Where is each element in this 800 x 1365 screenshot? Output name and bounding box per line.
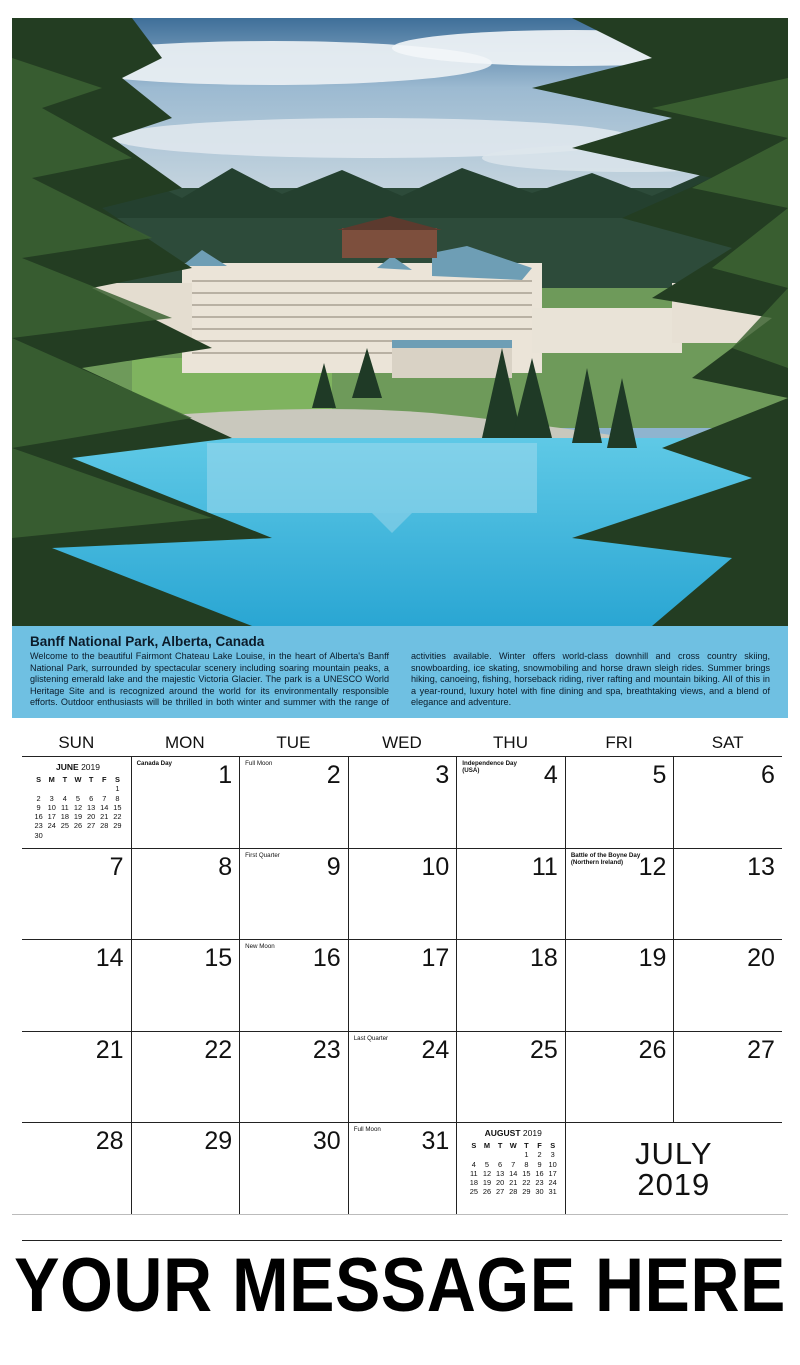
mini-day: 21 <box>509 1178 518 1188</box>
mini-day: 11 <box>61 802 69 812</box>
month-label <box>566 1123 782 1215</box>
day-cell <box>22 1031 131 1123</box>
mini-day: 18 <box>60 812 69 822</box>
day-number: 6 <box>761 761 775 789</box>
day-event: Full Moon <box>245 760 273 767</box>
lake-louise-photo <box>12 18 788 626</box>
day-cell <box>22 1122 131 1214</box>
day-cell <box>565 848 674 940</box>
mini-day: 14 <box>100 802 109 812</box>
mini-day: 2 <box>36 793 41 803</box>
mini-day: 31 <box>548 1187 557 1197</box>
day-cell <box>673 848 782 940</box>
week-row <box>22 939 782 1031</box>
day-number: 18 <box>530 944 558 972</box>
mini-day: 23 <box>34 821 43 831</box>
day-cell <box>131 1031 240 1123</box>
mini-day: 5 <box>484 1159 490 1169</box>
mini-day: 17 <box>47 812 56 822</box>
day-cell <box>565 1031 674 1123</box>
mini-calendar-cell <box>456 1122 565 1214</box>
day-number: 11 <box>531 852 558 881</box>
day-number: 8 <box>218 852 233 881</box>
mini-day: 9 <box>537 1159 542 1169</box>
day-cell <box>22 939 131 1031</box>
day-number: 3 <box>435 761 450 789</box>
mini-day: 25 <box>60 821 69 831</box>
day-grid <box>22 756 782 1214</box>
day-number: 10 <box>421 852 450 881</box>
day-cell <box>131 756 240 848</box>
mini-day: 16 <box>34 812 43 822</box>
mini-weekday-header: S <box>471 1141 477 1150</box>
mini-day <box>98 784 111 793</box>
mini-day <box>45 784 58 793</box>
day-number: 27 <box>747 1035 775 1064</box>
mini-day: 4 <box>471 1159 476 1169</box>
divider-line <box>12 1214 788 1215</box>
month-year: 2019 <box>637 1167 711 1202</box>
day-number: 12 <box>638 852 667 881</box>
weekday-fri: FRI <box>605 733 633 752</box>
mini-day: 18 <box>469 1178 478 1188</box>
mini-day: 29 <box>522 1187 531 1197</box>
mini-day: 10 <box>47 802 56 812</box>
day-event: New Moon <box>245 943 275 950</box>
mini-day <box>32 784 45 793</box>
mini-day: 30 <box>535 1187 544 1197</box>
mini-day <box>71 831 84 840</box>
day-cell <box>565 939 674 1031</box>
day-cell <box>239 756 348 848</box>
day-number: 22 <box>204 1035 233 1064</box>
day-cell <box>456 939 565 1031</box>
mini-weekday-header: M <box>483 1141 491 1150</box>
mini-day <box>467 1150 480 1159</box>
day-cell <box>131 848 240 940</box>
day-number: 5 <box>652 761 667 789</box>
mini-weekday-header: T <box>524 1141 529 1150</box>
lake-louise-scene <box>12 18 788 626</box>
mini-day: 12 <box>482 1168 492 1178</box>
day-number: 26 <box>638 1035 667 1064</box>
day-cell <box>131 1122 240 1214</box>
day-cell <box>348 939 457 1031</box>
day-cell <box>239 939 348 1031</box>
mini-day: 16 <box>535 1168 544 1178</box>
custom-message: YOUR MESSAGE HERE <box>14 1242 786 1328</box>
mini-day: 27 <box>495 1187 505 1197</box>
month-name: JULY <box>635 1136 713 1171</box>
june-mini-year: 2019 <box>81 762 100 772</box>
august-mini-title <box>467 1128 559 1139</box>
june-mini-table <box>32 775 124 840</box>
day-number: 23 <box>312 1035 341 1064</box>
day-number: 1 <box>218 761 233 789</box>
august-mini-calendar <box>467 1128 559 1197</box>
mini-day: 19 <box>73 812 83 822</box>
mini-weekday-header: T <box>62 775 68 784</box>
day-number: 29 <box>204 1127 233 1155</box>
week-row <box>22 1031 782 1123</box>
day-cell <box>348 1122 457 1214</box>
caption-title: Banff National Park, Alberta, Canada <box>30 634 265 649</box>
mini-day: 25 <box>469 1187 478 1197</box>
mini-day <box>111 831 124 840</box>
day-number: 20 <box>747 944 775 972</box>
mini-day: 1 <box>524 1150 529 1160</box>
mini-day <box>98 831 111 840</box>
day-number: 17 <box>421 944 450 972</box>
day-event: Full Moon <box>353 1126 381 1133</box>
photo-caption <box>12 626 788 718</box>
mini-day: 21 <box>100 812 109 822</box>
mini-day: 2 <box>537 1150 542 1160</box>
mini-day: 26 <box>73 821 83 831</box>
mini-day: 20 <box>87 812 96 822</box>
mini-day: 30 <box>34 830 43 840</box>
day-event: Battle of the Boyne Day (Northern Ireland) <box>570 851 641 866</box>
day-number: 30 <box>312 1127 341 1155</box>
mini-day <box>85 784 98 793</box>
day-cell <box>456 848 565 940</box>
june-mini-month: JUNE <box>56 762 79 772</box>
august-mini-year: 2019 <box>522 1128 542 1138</box>
mini-day: 3 <box>550 1150 555 1160</box>
mini-day: 22 <box>113 812 122 822</box>
day-cell <box>456 1031 565 1123</box>
day-cell <box>673 939 782 1031</box>
mini-day: 15 <box>522 1168 531 1178</box>
mini-day: 24 <box>548 1178 557 1188</box>
mini-day: 14 <box>509 1168 518 1178</box>
day-cell <box>239 1031 348 1123</box>
day-number: 19 <box>638 944 667 972</box>
month-label-cell <box>565 1122 782 1214</box>
mini-day: 22 <box>522 1178 531 1188</box>
day-number: 28 <box>95 1127 124 1155</box>
day-cell <box>22 848 131 940</box>
day-number: 14 <box>95 944 124 972</box>
mini-day <box>45 831 58 840</box>
day-cell <box>348 848 457 940</box>
day-cell <box>348 1031 457 1123</box>
mini-day: 4 <box>62 793 67 803</box>
mini-weekday-header: W <box>74 775 82 784</box>
mini-weekday-header: T <box>88 775 94 784</box>
mini-weekday-header: S <box>114 775 120 784</box>
day-cell <box>131 939 240 1031</box>
day-event: First Quarter <box>245 851 280 859</box>
mini-day: 29 <box>113 821 122 831</box>
mini-day: 13 <box>87 802 96 812</box>
mini-day <box>58 784 71 793</box>
mini-day: 9 <box>36 802 41 812</box>
august-mini-table <box>467 1141 559 1197</box>
day-cell <box>565 756 674 848</box>
mini-day: 7 <box>102 793 107 803</box>
mini-weekday-header: F <box>102 775 107 784</box>
mini-day: 13 <box>495 1168 505 1178</box>
day-number: 24 <box>421 1035 450 1064</box>
mini-day <box>507 1150 520 1159</box>
mini-day: 17 <box>548 1168 557 1178</box>
weekday-thu: THU <box>493 733 528 752</box>
day-number: 9 <box>326 852 341 881</box>
mini-day: 15 <box>113 802 122 812</box>
week-row <box>22 848 782 940</box>
weekday-sat: SAT <box>711 733 744 752</box>
mini-day: 24 <box>47 821 56 831</box>
day-number: 13 <box>747 852 775 881</box>
day-number: 21 <box>95 1035 124 1064</box>
mini-day: 20 <box>495 1178 505 1188</box>
day-number: 31 <box>421 1127 450 1155</box>
weekday-tue: TUE <box>276 733 311 752</box>
week-row <box>22 756 782 848</box>
august-mini-month: AUGUST <box>484 1128 521 1138</box>
weekday-sun: SUN <box>58 733 95 752</box>
mini-day: 6 <box>498 1159 503 1169</box>
calendar-grid <box>22 730 782 1202</box>
mini-day: 26 <box>482 1187 492 1197</box>
mini-day: 19 <box>482 1178 492 1188</box>
day-number: 2 <box>326 761 341 789</box>
day-event: Canada Day <box>136 760 172 767</box>
day-cell <box>348 756 457 848</box>
mini-weekday-header: T <box>497 1141 503 1150</box>
mini-day <box>85 831 98 840</box>
mini-day: 10 <box>548 1159 557 1169</box>
mini-day: 23 <box>535 1178 544 1188</box>
mini-day: 1 <box>115 784 120 794</box>
mini-day: 7 <box>511 1159 516 1169</box>
mini-weekday-header: W <box>509 1141 517 1150</box>
mini-weekday-header: S <box>550 1141 556 1150</box>
day-cell <box>239 848 348 940</box>
mini-day: 28 <box>100 821 109 831</box>
mini-day: 3 <box>49 793 54 803</box>
weekday-header <box>22 730 782 756</box>
mini-day <box>71 784 84 793</box>
day-event: Last Quarter <box>353 1034 389 1042</box>
day-number: 16 <box>312 944 341 972</box>
mini-day: 28 <box>509 1187 518 1197</box>
mini-day: 6 <box>89 793 94 803</box>
mini-day: 27 <box>87 821 96 831</box>
weekday-mon: MON <box>165 733 205 752</box>
mini-day: 8 <box>115 793 120 803</box>
caption-body: Welcome to the beautiful Fairmont Chateau Lake Louise, in the heart of Alberta's Banff National Park, surrounded by spectacular scenery including soaring mountain peaks, a glistening emerald lake and the majestic Victoria Glacier. The park is a UNESCO World Heritage Site and is recognized around the world for its environmentally responsible efforts. Outdoor enthusiasts will be thrilled in both winter and summer with the range of activities available. Winter offers world-class downhill and cross country skiing, snowboarding, ice skating, snowmobiling and horse drawn sleigh rides. Summer brings hiking, canoeing, fishing, horseback riding, river rafting and mountain biking. All of this in a year-round, luxury hotel with fine dining and spa, breathtaking views, and a blend of elegance and adventure. <box>30 651 770 708</box>
day-number: 15 <box>204 944 233 972</box>
day-cell <box>673 756 782 848</box>
mini-weekday-header: S <box>36 775 42 784</box>
mini-day: 8 <box>524 1159 529 1169</box>
day-number: 4 <box>543 761 558 789</box>
mini-day <box>480 1150 493 1159</box>
day-number: 25 <box>530 1035 558 1064</box>
june-mini-calendar <box>32 762 124 840</box>
day-cell <box>456 756 565 848</box>
mini-calendar-cell <box>22 756 131 848</box>
day-event: Independence Day (USA) <box>462 760 517 774</box>
mini-day <box>58 831 71 840</box>
day-cell <box>673 1031 782 1123</box>
day-number: 7 <box>109 852 124 881</box>
june-mini-title <box>32 762 124 773</box>
mini-day <box>494 1150 507 1159</box>
week-row <box>22 1122 782 1214</box>
mini-day: 11 <box>469 1168 478 1178</box>
mini-day: 5 <box>75 793 81 803</box>
mini-weekday-header: M <box>48 775 55 784</box>
day-cell <box>239 1122 348 1214</box>
mini-day: 12 <box>73 802 83 812</box>
mini-weekday-header: F <box>537 1141 542 1150</box>
weekday-wed: WED <box>382 733 422 752</box>
